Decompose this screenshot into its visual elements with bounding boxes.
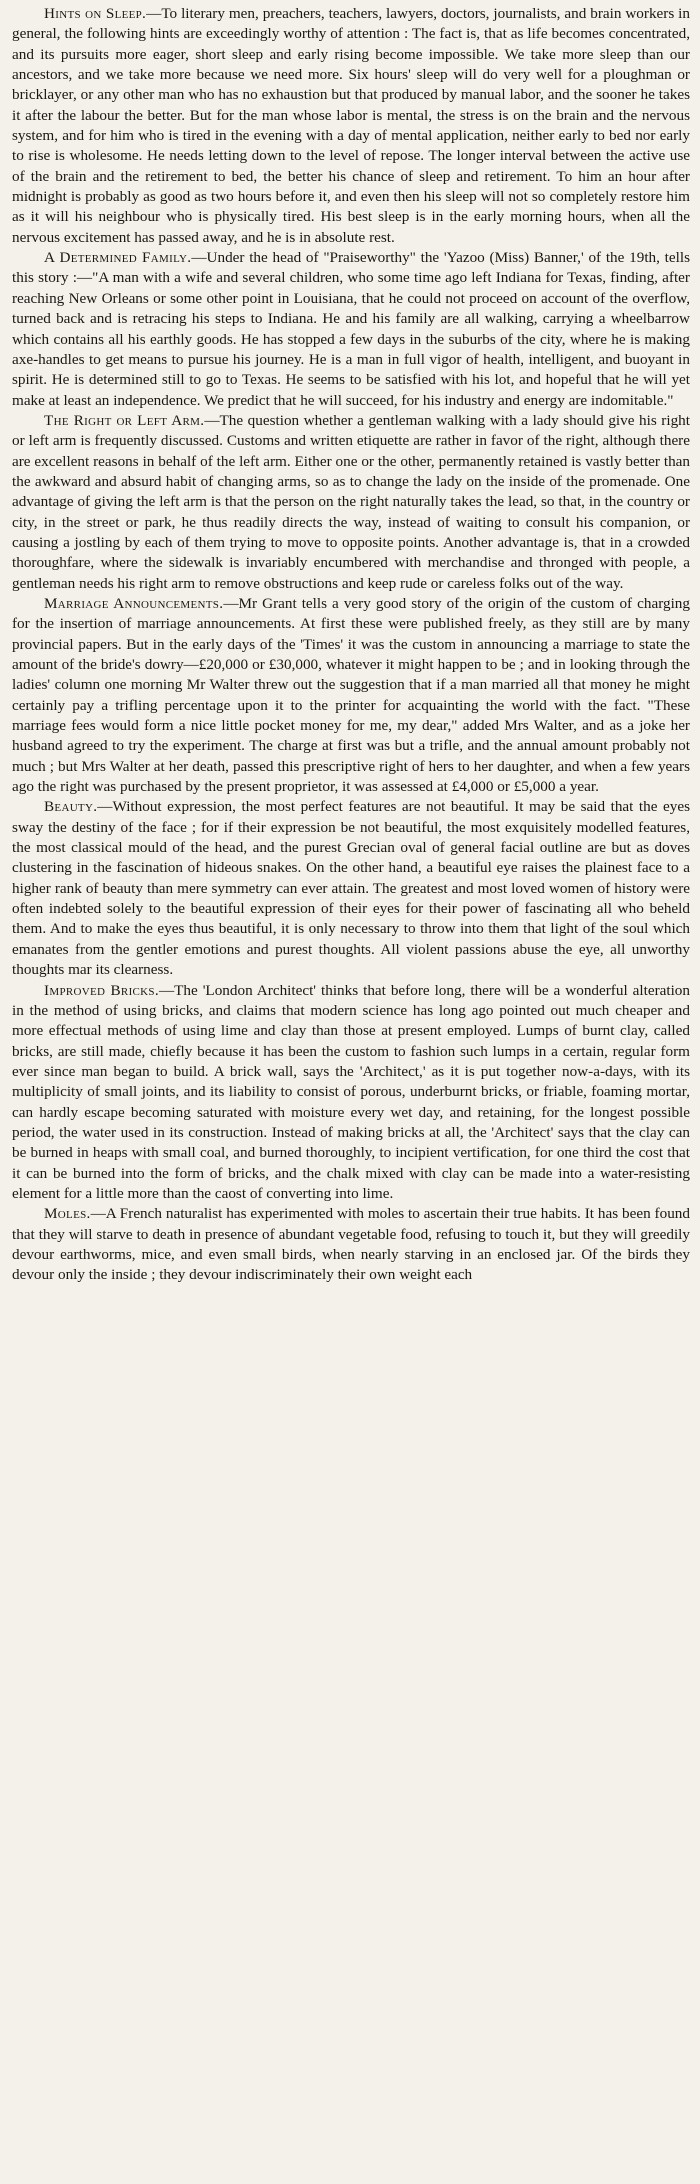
article-heading: Marriage Announcements. (44, 594, 224, 612)
article-paragraph (12, 4, 690, 248)
article-body: —Without expression, the most perfect features are not beautiful. It may be said that the eyes sway the destiny of the face ; for if their expression be not beautiful, the most exquisitely modelled features, the most classical mould of the head, and the purest Grecian oval of general facial outline are but as doves clustering in the fascination of hideous snakes. On the other hand, a beautiful eye raises the plainest face to a higher rank of beauty than mere symmetry can ever attain. The greatest and most loved women of history were often indebted solely to the beautiful expression of their eyes for their power of fascinating all who beheld them. And to make the eyes thus beautiful, it is only necessary to throw into them that light of the soul which emanates from the gentler emotions and purest thoughts. All violent passions abuse the eye, all unworthy thoughts mar its clearness. (12, 798, 690, 979)
article-right-or-left-arm (12, 411, 690, 594)
article-heading: The Right or Left Arm. (44, 411, 205, 429)
article-hints-on-sleep (12, 4, 690, 248)
article-marriage-announcements (12, 594, 690, 797)
article-paragraph (12, 411, 690, 594)
article-body: —Under the head of "Praiseworthy" the 'Yazoo (Miss) Banner,' of the 19th, tells this story :—"A man with a wife and several children, who some time ago left Indiana for Texas, finding, after reaching New Orleans or some other point in Louisiana, that he could not proceed on account of the overflow, turned back and is retracing his steps to Indiana. He and his family are all walking, carrying a wheelbarrow which contains all his earthly goods. He has stopped a few days in the suburbs of the city, where he is making axe-handles to get means to pursue his journey. He is a man in full vigor of health, intelligent, and buoyant in spirit. He is determined still to go to Texas. He seems to be satisfied with his lot, and hopeful that he will yet make at least an independence. We predict that he will succeed, for his industry and energy are indomitable." (12, 249, 690, 409)
article-heading: Beauty. (44, 798, 98, 816)
article-paragraph (12, 981, 690, 1205)
article-body: —Mr Grant tells a very good story of the origin of the custom of charging for the insertion of marriage announcements. At first these were published freely, as they still are by many provincial papers. But in the early days of the 'Times' it was the custom in announcing a marriage to state the amount of the bride's dowry—£20,000 or £30,000, whatever it might happen to be ; and in looking through the ladies' column one morning Mr Walter threw out the suggestion that if a man married all that money he might certainly pay a trifling percentage upon it to the printer for acquainting the world with the fact. "These marriage fees would form a nice little pocket money for me, my dear," added Mrs Walter, and as a joke her husband agreed to try the experiment. The charge at first was but a trifle, and the annual amount probably not much ; but Mrs Walter at her death, passed this prescriptive right of hers to her daughter, and when a few years ago the right was purchased by the present proprietor, it was assessed at £4,000 or £5,000 a year. (12, 594, 690, 796)
article-heading: Hints on Sleep. (44, 5, 147, 22)
article-paragraph (12, 797, 690, 980)
article-improved-bricks (12, 981, 690, 1205)
article-paragraph (12, 248, 690, 411)
article-body: —The 'London Architect' thinks that before long, there will be a wonderful alteration in the method of using bricks, and claims that modern science has long ago pointed out much cheaper and more effectual methods of using lime and clay than those at present employed. Lumps of burnt clay, called bricks, are still made, chiefly because it has been the custom to fashion such lumps in a certain, regular form ever since man began to build. A brick wall, says the 'Architect,' as it is put together now-a-days, with its multiplicity of small joints, and its liability to consist of porous, underburnt bricks, or friable, foaming mortar, can hardly escape becoming saturated with moisture every wet day, and retaining, for the longest possible period, the water used in its construction. Instead of making bricks at all, the 'Architect' says that the clay can be burned in heaps with small coal, and burned thoroughly, to incipient vertification, for one third the cost that it can be burned into the form of bricks, and the chalk mixed with clay can be made into a water-resisting element for a little more than the caost of converting into lime. (12, 981, 690, 1202)
article-body: —The question whether a gentleman walking with a lady should give his right or left arm is frequently discussed. Customs and written etiquette are rather in favor of the right, although there are excellent reasons in behalf of the left arm. Either one or the other, permanently retained is vastly better than the awkward and absurd habit of changing arms, so as to change the lady on the inside of the promenade. One advantage of giving the left arm is that the person on the right naturally takes the lead, so that, in the country or city, in the street or park, he thus readily directs the way, instead of waiting to consult his companion, or causing a jostling by each of them trying to move to opposite points. Another advantage is, that in a crowded thoroughfare, where the sidewalk is invariably encumbered with merchandise and thronged with people, a gentleman needs his right arm to remove obstructions and keep rude or careless folks out of the way. (12, 411, 690, 592)
article-body: —To literary men, preachers, teachers, lawyers, doctors, journalists, and brain workers in general, the following hints are exceedingly worthy of attention : The fact is, that as life becomes concentrated, and its pursuits more eager, short sleep and early rising become impossible. We take more sleep than our ancestors, and we take more because we need more. Six hours' sleep will do very well for a ploughman or bricklayer, or any other man who has no exhaustion but that produced by manual labor, and the sooner he takes it after the labour the better. But for the man whose labor is mental, the stress is on the brain and the nervous system, and for him who is tired in the evening with a day of mental application, neither early to bed nor early to rise is wholesome. He needs letting down to the level of repose. The longer interval between the active use of the brain and the retirement to bed, the better his chance of sleep and retirement. To him an hour after midnight is probably as good as two hours before it, and even then his sleep will not so completely restore him as it will his neighbour who is physically tired. His best sleep is in the early morning hours, when all the nervous excitement has passed away, and he is in absolute rest. (12, 5, 690, 246)
article-beauty (12, 797, 690, 980)
article-heading: Moles. (44, 1205, 91, 1223)
article-paragraph (12, 594, 690, 797)
article-heading: Improved Bricks. (44, 981, 159, 999)
article-body: —A French naturalist has experimented with moles to ascertain their true habits. It has been found that they will starve to death in presence of abundant vegetable food, refusing to touch it, but they will greedily devour earthworms, mice, and even small birds, when nearly starving in an enclosed jar. Of the birds they devour only the inside ; they devour indiscriminately their own weight each (12, 1205, 690, 1284)
article-heading: A Determined Family. (44, 249, 192, 267)
article-determined-family (12, 248, 690, 411)
article-moles (12, 1204, 690, 1285)
article-paragraph (12, 1204, 690, 1285)
